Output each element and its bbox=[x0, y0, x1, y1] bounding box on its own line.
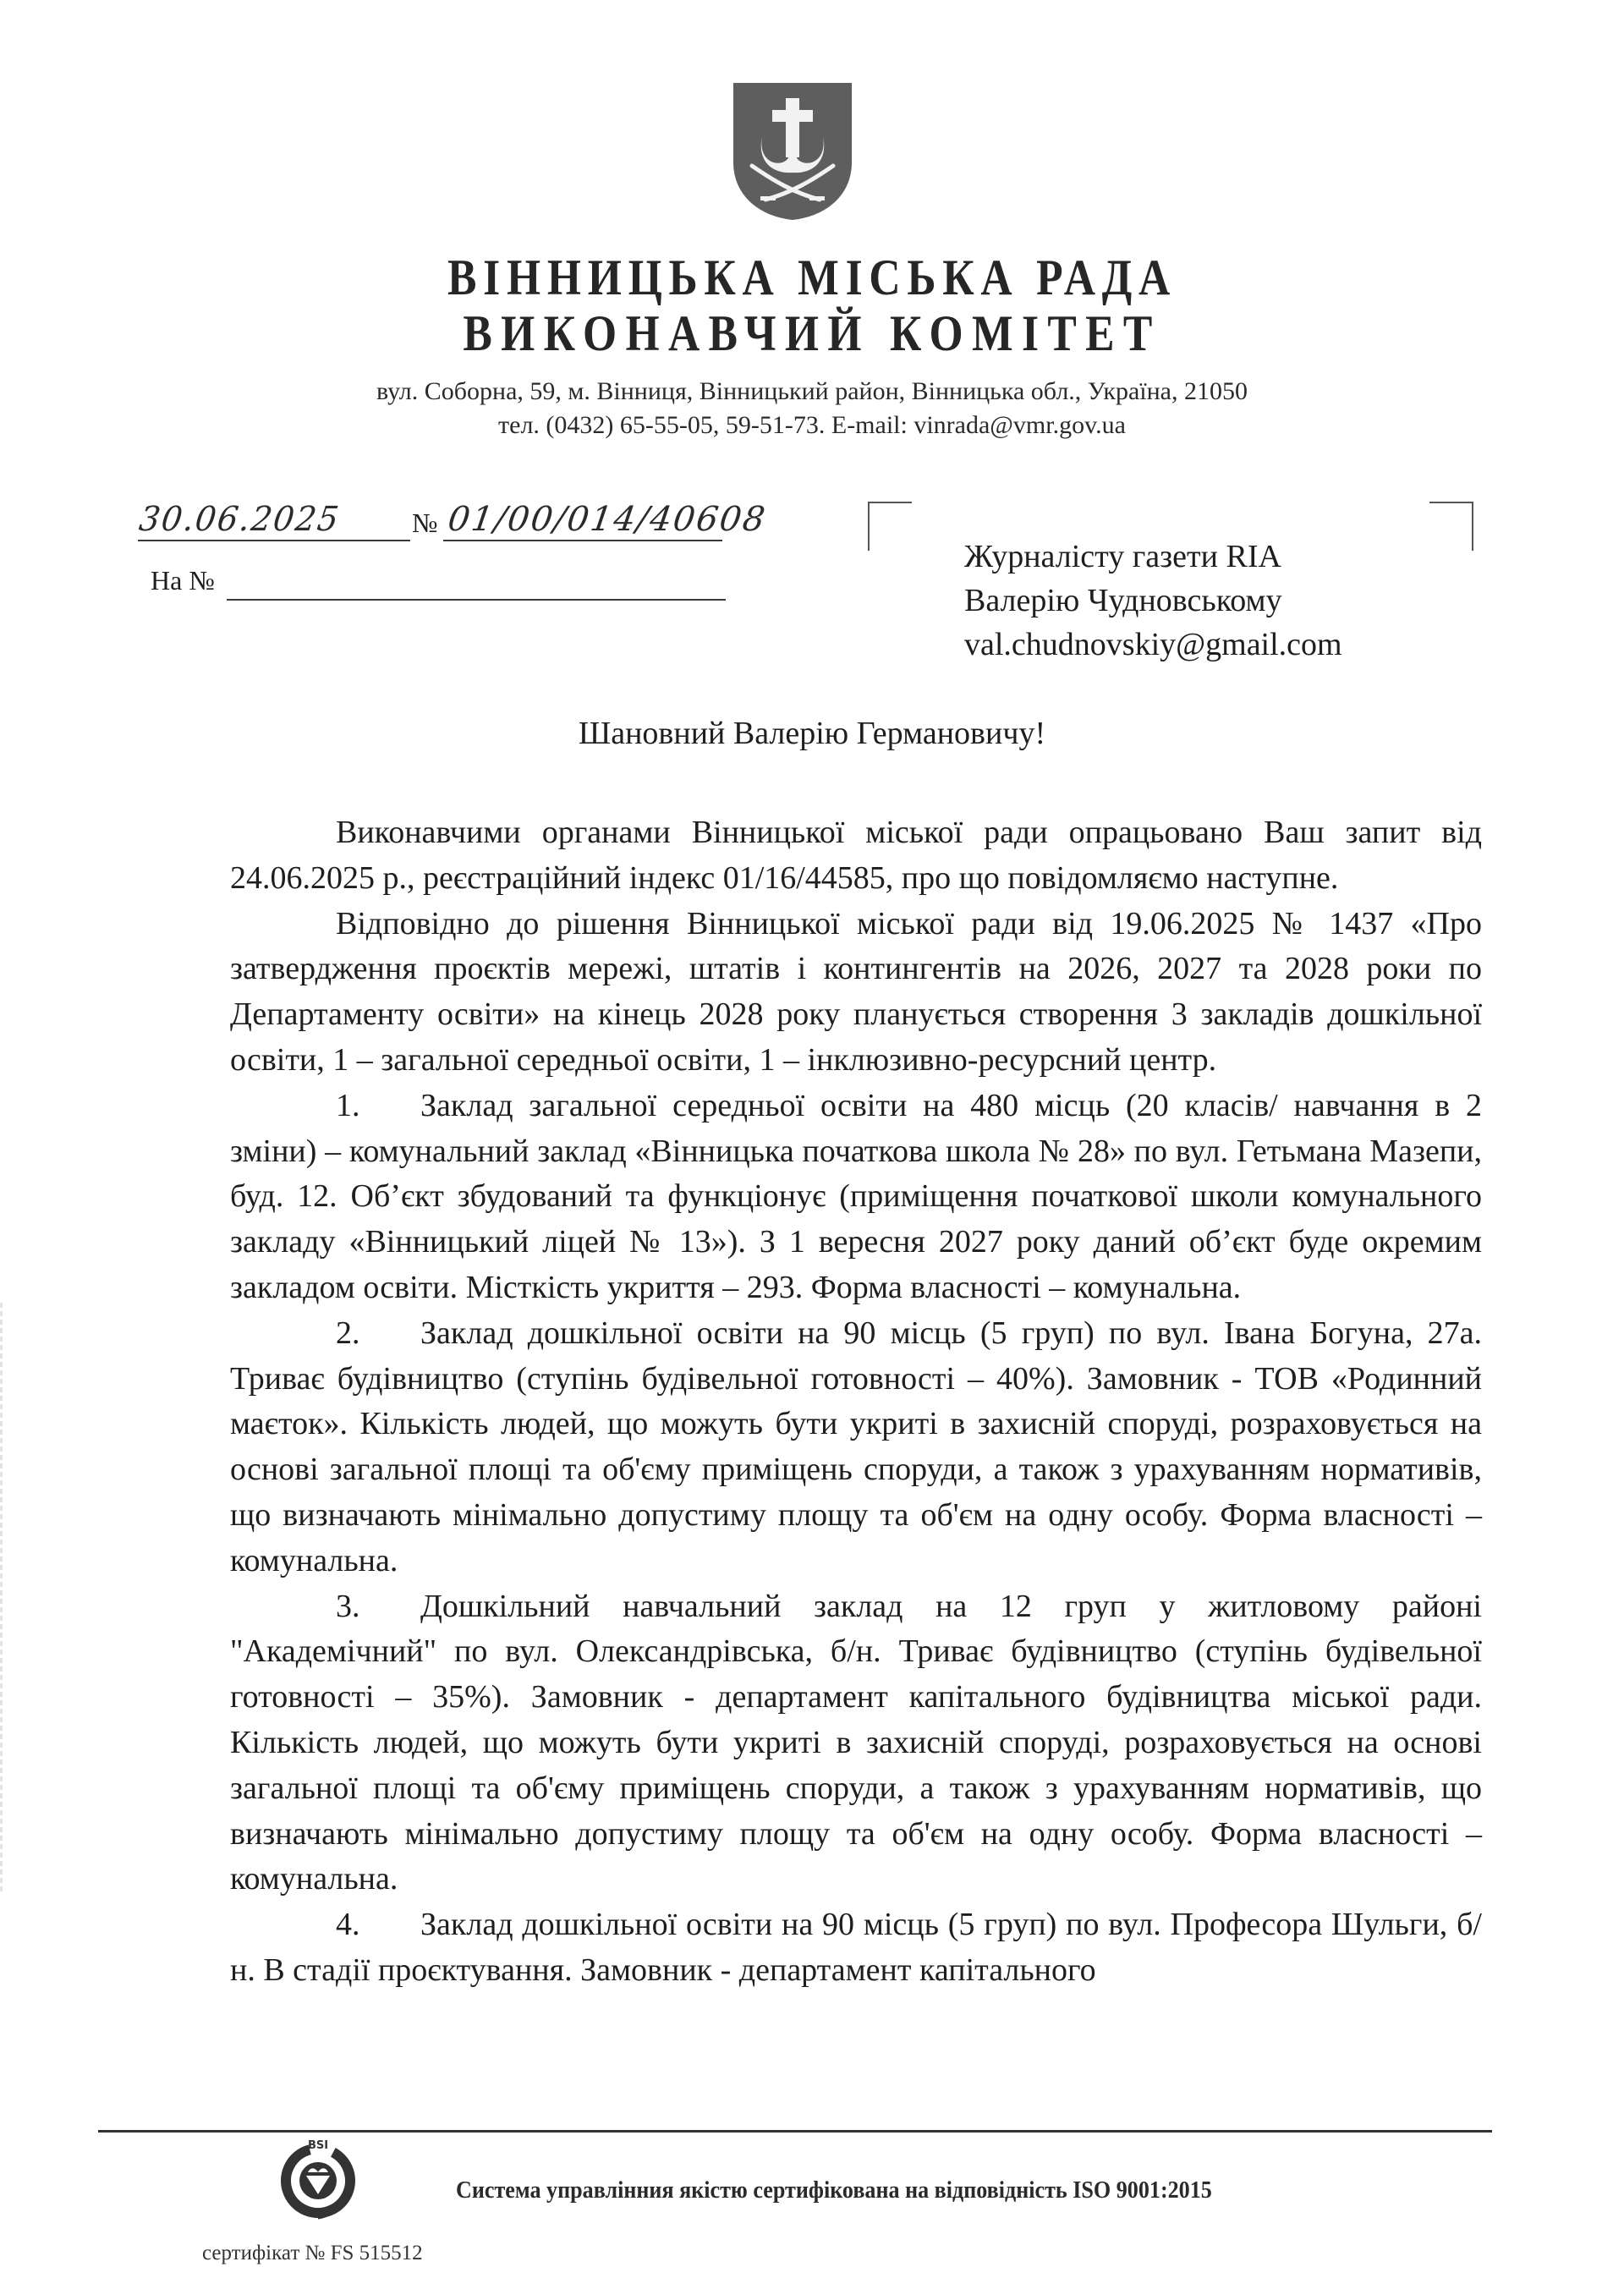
svg-text:BSI: BSI bbox=[307, 2139, 329, 2152]
scan-edge-artifact bbox=[0, 1303, 3, 1895]
salutation: Шановний Валерію Германовичу! bbox=[578, 716, 1046, 751]
list-item-text: Заклад загальної середньої освіти на 480 місць (20 класів/ навчання в 2 зміни) – комунальний заклад «Вінницька початкова школа № 28» по вул. Гетьмана Мазепи, буд. 12. Об’єкт збудований та функціонує (приміщення початкової школи комунального закладу «Вінницький ліцей № 13»). З 1 вересня 2027 року даний об’єкт буде окремим закладом освіти. Місткість укриття – 293. Форма власності – комунальна. bbox=[230, 1087, 1482, 1305]
list-item bbox=[230, 1902, 1482, 1994]
org-subdivision: ВИКОНАВЧИЙ КОМІТЕТ bbox=[463, 305, 1161, 361]
address-bracket-right bbox=[1429, 502, 1473, 551]
list-item bbox=[230, 1584, 1482, 1903]
certificate-number: сертифікат № FS 515512 bbox=[202, 2242, 423, 2264]
bsi-logo-icon bbox=[279, 2137, 360, 2221]
body-paragraph: Виконавчими органами Вінницької міської ради опрацьовано Ваш запит від 24.06.2025 р., реєстраційний індекс 01/16/44585, про що повідомляємо наступне. bbox=[230, 815, 1482, 896]
iso-certification-statement: Система управлінния якістю сертифікована на відповідність ISO 9001:2015 bbox=[456, 2176, 1212, 2204]
outgoing-date: 30.06.2025 bbox=[136, 500, 343, 539]
recipient-email: val.chudnovskiy@gmail.com bbox=[964, 627, 1342, 662]
org-address: вул. Соборна, 59, м. Вінниця, Вінницький район, Вінницька обл., Україна, 21050 bbox=[376, 377, 1248, 405]
list-item-number: 4. bbox=[336, 1907, 360, 1943]
list-item bbox=[230, 1311, 1482, 1584]
outgoing-number: 01/00/014/40608 bbox=[445, 500, 770, 539]
list-item-number: 3. bbox=[336, 1588, 360, 1624]
recipient-name: Валерію Чудновському bbox=[964, 583, 1282, 618]
letter-body bbox=[230, 810, 1482, 1994]
list-item-text: Заклад дошкільної освіти на 90 місць (5 груп) по вул. Професора Шульги, б/н. В стадії проєктування. Замовник - департамент капітального bbox=[230, 1907, 1482, 1988]
org-contacts: тел. (0432) 65-55-05, 59-51-73. E-mail: vinrada@vmr.gov.ua bbox=[498, 411, 1126, 439]
list-item bbox=[230, 1084, 1482, 1311]
reply-to-label: На № bbox=[151, 565, 215, 596]
number-sign: № bbox=[412, 508, 438, 538]
list-item-number: 1. bbox=[336, 1087, 360, 1123]
org-name: ВІННИЦЬКА МІСЬКА РАДА bbox=[447, 250, 1177, 305]
list-item-text: Дошкільний навчальний заклад на 12 груп у житловому районі "Академічний" по вул. Олександрівська, б/н. Триває будівництво (ступінь будівельної готовності – 35%). Замовник - департамент капітального будівництва міської ради. Кількість людей, що можуть бути укриті в захисній споруді, розраховується на основі загальної площі та об'єму приміщень споруди, а також з урахуванням нормативів, що визначають мінімально допустиму площу та об'єм на одну особу. Форма власності – комунальна. bbox=[230, 1588, 1482, 1897]
body-paragraph: Відповідно до рішення Вінницької міської ради від 19.06.2025 № 1437 «Про затвердження проєктів мережі, штатів і контингентів на 2026, 2027 та 2028 роки по Департаменту освіти» на кінець 2028 року планується створення 3 закладів дошкільної освіти, 1 – загальної середньої освіти, 1 – інклюзивно-ресурсний центр. bbox=[230, 905, 1482, 1078]
recipient-position: Журналісту газети RIA bbox=[964, 539, 1281, 574]
footer-divider bbox=[98, 2130, 1492, 2133]
list-item-text: Заклад дошкільної освіти на 90 місць (5 груп) по вул. Івана Богуна, 27а. Триває будівництво (ступінь будівельної готовності – 40%). Замовник - ТОВ «Родинний маєток». Кількість людей, що можуть бути укриті в захисній споруді, розраховується на основі загальної площі та об'єму приміщень споруди, а також з урахуванням нормативів, що визначають мінімально допустиму площу та об'єм на одну особу. Форма власності – комунальна. bbox=[230, 1315, 1482, 1578]
address-bracket-left bbox=[868, 502, 912, 551]
list-item-number: 2. bbox=[336, 1315, 360, 1351]
coat-of-arms-icon bbox=[732, 81, 853, 222]
recipient-block bbox=[964, 535, 1342, 667]
reply-to-number-field bbox=[227, 599, 726, 601]
